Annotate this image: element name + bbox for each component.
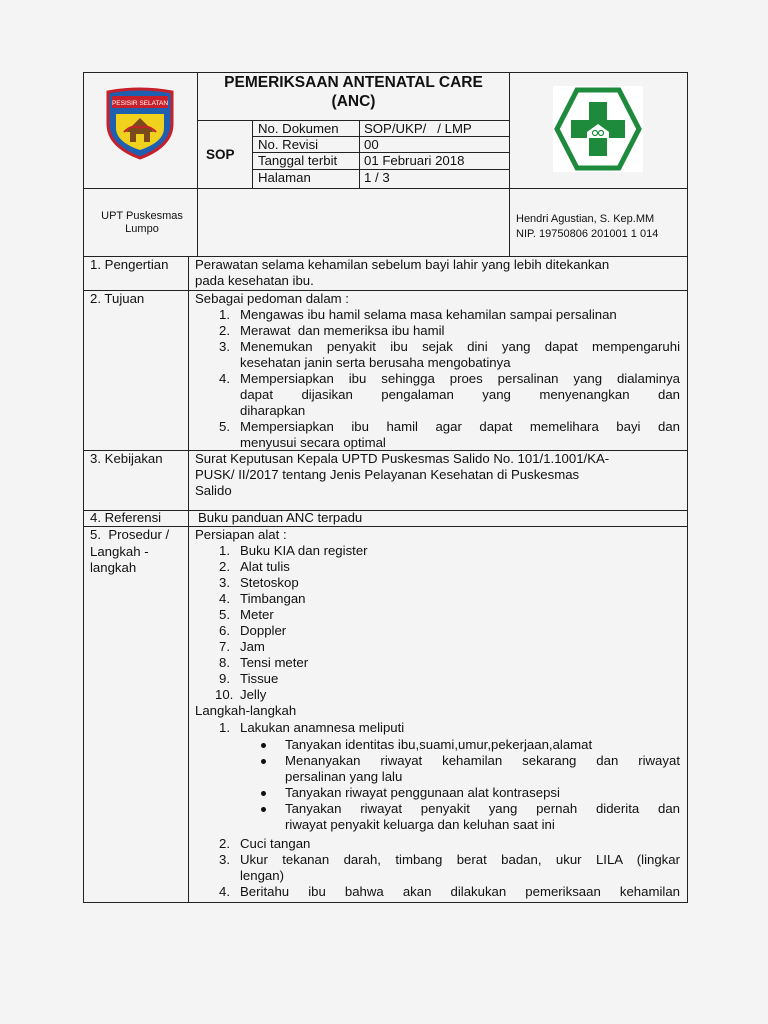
tujuan-item-2-line1: Merawat dan memeriksa ibu hamil xyxy=(240,323,445,338)
label-pengertian: 1. Pengertian xyxy=(90,257,169,272)
logo-text: PESISIR SELATAN xyxy=(111,100,169,107)
doc-value-no-dokumen: SOP/UKP/ / LMP xyxy=(364,121,472,136)
step-4-text: Beritahu ibu bahwa akan dilakukan pemeriksaan kehamilan xyxy=(240,884,680,899)
alat-7-num: 7. xyxy=(219,639,230,654)
row-line-kebijakan xyxy=(83,510,688,511)
doc-label-halaman: Halaman xyxy=(258,170,311,185)
alat-3-text: Stetoskop xyxy=(240,575,299,590)
bullet-4-line2: riwayat penyakit keluarga dan keluhan saat ini xyxy=(285,817,555,832)
step-3-line1: Ukur tekanan darah, timbang berat badan, ukur LILA (lingkar xyxy=(240,852,680,867)
referensi-text: Buku panduan ANC terpadu xyxy=(198,510,363,525)
content-left-border xyxy=(83,256,84,903)
pengertian-line2: pada kesehatan ibu. xyxy=(195,273,314,288)
tujuan-item-5-line1: Mempersiapkan ibu hamil agar dapat memelihara bayi dan xyxy=(240,419,680,434)
langkah-title: Langkah-langkah xyxy=(195,703,297,718)
tujuan-item-4-line3: diharapkan xyxy=(240,403,306,418)
alat-9-text: Tissue xyxy=(240,671,279,686)
alat-10-num: 10. xyxy=(215,687,234,702)
tujuan-item-2-num: 2. xyxy=(219,323,230,338)
step-1-num: 1. xyxy=(219,720,230,735)
puskesmas-cross-logo xyxy=(553,86,643,172)
tujuan-item-3-num: 3. xyxy=(219,339,230,354)
alat-9-num: 9. xyxy=(219,671,230,686)
tujuan-item-1-line1: Mengawas ibu hamil selama masa kehamilan sampai persalinan xyxy=(240,307,617,322)
tujuan-item-1-num: 1. xyxy=(219,307,230,322)
tujuan-item-4-line1: Mempersiapkan ibu sehingga proes persalinan yang dialaminya xyxy=(240,371,680,386)
org-name-line2: Lumpo xyxy=(125,223,159,235)
alat-6-text: Doppler xyxy=(240,623,287,638)
doc-label-tanggal-terbit: Tanggal terbit xyxy=(258,153,338,168)
kebijakan-line3: Salido xyxy=(195,483,232,498)
label-referensi: 4. Referensi xyxy=(90,510,162,525)
alat-7-text: Jam xyxy=(240,639,265,654)
doc-col-sop xyxy=(252,120,253,188)
doc-label-no-dokumen: No. Dokumen xyxy=(258,121,339,136)
alat-4-text: Timbangan xyxy=(240,591,306,606)
bullet-2-line1: Menanyakan riwayat kehamilan sekarang dan riwayat xyxy=(285,753,680,768)
header-right-border xyxy=(687,72,688,257)
step-1-text: Lakukan anamnesa meliputi xyxy=(240,720,405,735)
doc-col-values xyxy=(359,120,360,188)
org-name-line1: UPT Puskesmas xyxy=(101,210,183,222)
tujuan-item-5-line2: menyusui secara optimal xyxy=(240,435,386,450)
header-mid-border xyxy=(83,188,688,189)
alat-1-num: 1. xyxy=(219,543,230,558)
content-bottom-border xyxy=(83,902,688,903)
signer-name: Hendri Agustian, S. Kep.MM xyxy=(516,213,655,225)
bullet-2-dot xyxy=(261,759,266,764)
document-title-line1: PEMERIKSAAN ANTENATAL CARE xyxy=(224,74,483,91)
tujuan-item-5-num: 5. xyxy=(219,419,230,434)
signer-nip: NIP. 19750806 201001 1 014 xyxy=(516,228,659,240)
step-2-text: Cuci tangan xyxy=(240,836,311,851)
header-col-divider-2 xyxy=(509,72,510,257)
label-tujuan: 2. Tujuan xyxy=(90,291,145,306)
doc-value-halaman: 1 / 3 xyxy=(364,170,390,185)
alat-8-text: Tensi meter xyxy=(240,655,309,670)
persiapan-alat-title: Persiapan alat : xyxy=(195,527,287,542)
alat-5-num: 5. xyxy=(219,607,230,622)
bullet-1-dot xyxy=(261,743,266,748)
doc-value-tanggal-terbit: 01 Februari 2018 xyxy=(364,153,465,168)
label-kebijakan: 3. Kebijakan xyxy=(90,451,163,466)
step-2-num: 2. xyxy=(219,836,230,851)
pengertian-line1: Perawatan selama kehamilan sebelum bayi lahir yang lebih ditekankan xyxy=(195,257,610,272)
step-3-num: 3. xyxy=(219,852,230,867)
label-prosedur-line1: 5. Prosedur / xyxy=(90,527,170,542)
label-prosedur-line2: Langkah - xyxy=(90,544,149,559)
bullet-3-dot xyxy=(261,791,266,796)
bullet-1-line1: Tanyakan identitas ibu,suami,umur,pekerjaan,alamat xyxy=(285,737,593,752)
tujuan-intro: Sebagai pedoman dalam : xyxy=(195,291,349,306)
alat-2-text: Alat tulis xyxy=(240,559,290,574)
pesisir-selatan-shield-logo xyxy=(102,84,178,160)
bullet-4-line1: Tanyakan riwayat penyakit yang pernah diderita dan xyxy=(285,801,680,816)
tujuan-item-4-line2: dapat dijasikan pengalaman yang menyenangkan dan xyxy=(240,387,680,402)
alat-8-num: 8. xyxy=(219,655,230,670)
alat-1-text: Buku KIA dan register xyxy=(240,543,368,558)
content-right-border xyxy=(687,256,688,903)
bullet-4-dot xyxy=(261,807,266,812)
row-line-pengertian xyxy=(83,290,688,291)
step-4-num: 4. xyxy=(219,884,230,899)
bullet-2-line2: persalinan yang lalu xyxy=(285,769,403,784)
step-3-line2: lengan) xyxy=(240,868,284,883)
alat-5-text: Meter xyxy=(240,607,274,622)
alat-4-num: 4. xyxy=(219,591,230,606)
doc-value-no-revisi: 00 xyxy=(364,137,379,152)
kebijakan-line1: Surat Keputusan Kepala UPTD Puskesmas Salido No. 101/1.1001/KA- xyxy=(195,451,610,466)
sop-label: SOP xyxy=(206,147,235,162)
alat-2-num: 2. xyxy=(219,559,230,574)
document-title-line2: (ANC) xyxy=(331,93,376,110)
row-line-referensi xyxy=(83,526,688,527)
alat-3-num: 3. xyxy=(219,575,230,590)
bullet-3-line1: Tanyakan riwayat penggunaan alat kontrasepsi xyxy=(285,785,560,800)
label-prosedur-line3: langkah xyxy=(90,560,137,575)
doc-label-no-revisi: No. Revisi xyxy=(258,137,319,152)
alat-10-text: Jelly xyxy=(240,687,267,702)
tujuan-item-3-line2: kesehatan janin serta berusaha mengobatinya xyxy=(240,355,511,370)
header-left-border xyxy=(83,72,84,257)
tujuan-item-4-num: 4. xyxy=(219,371,230,386)
tujuan-item-3-line1: Menemukan penyakit ibu sejak dini yang dapat mempengaruhi xyxy=(240,339,680,354)
alat-6-num: 6. xyxy=(219,623,230,638)
kebijakan-line2: PUSK/ II/2017 tentang Jenis Pelayanan Kesehatan di Puskesmas xyxy=(195,467,580,482)
content-label-divider xyxy=(188,256,189,903)
